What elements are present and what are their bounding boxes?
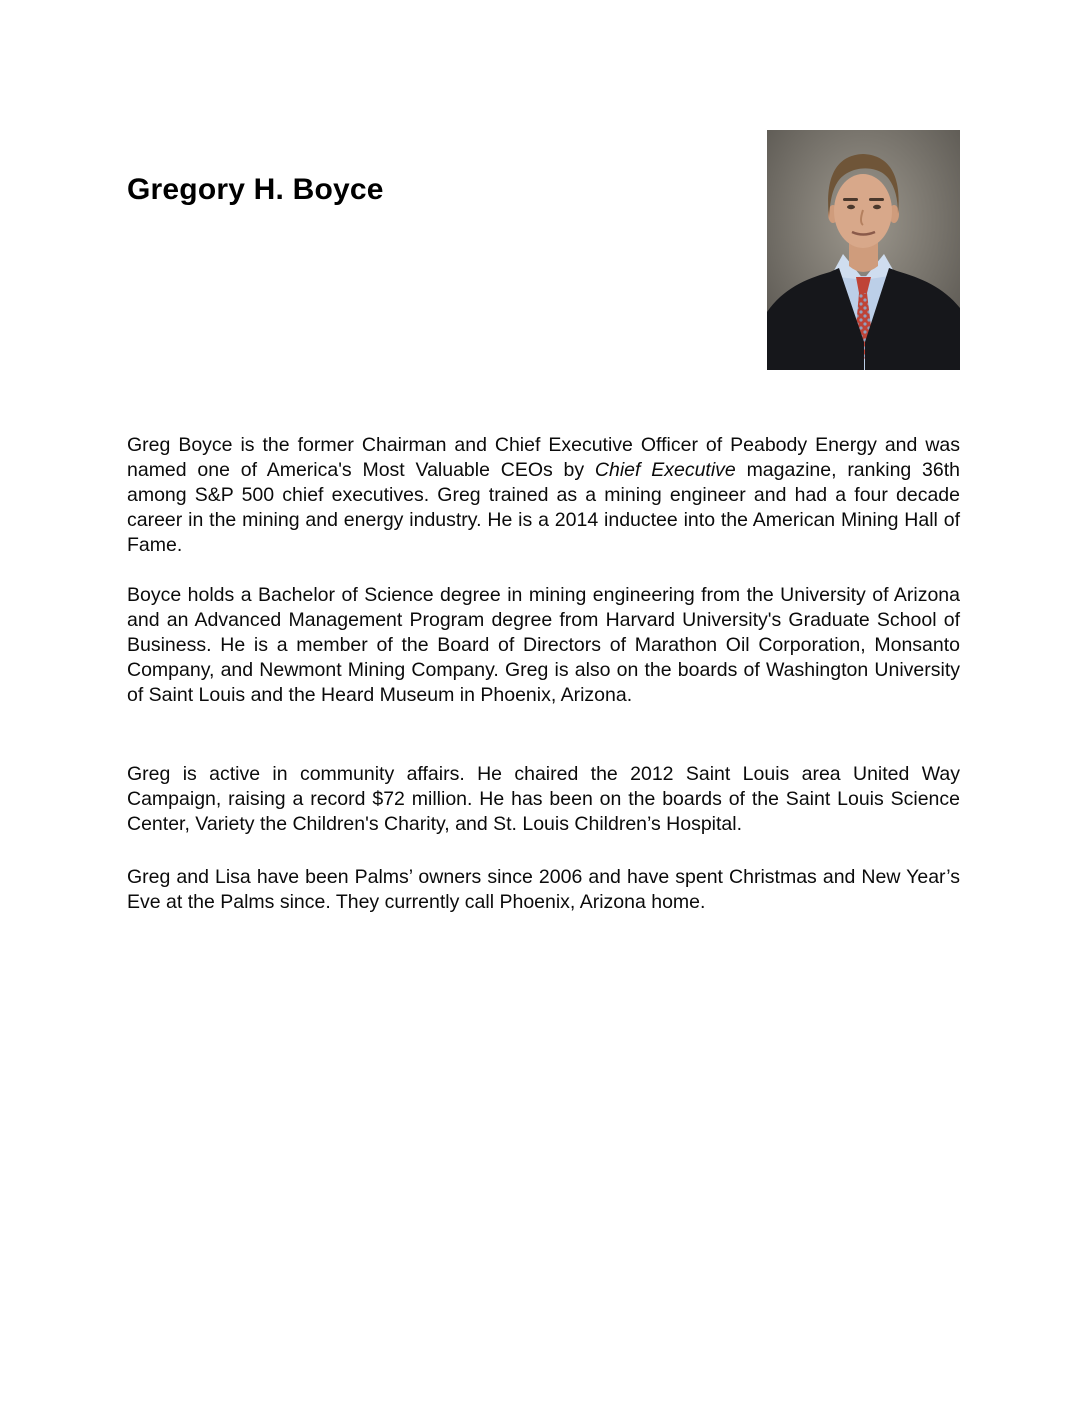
bio-paragraph-1 [127, 433, 960, 558]
bio-paragraph-3: Greg is active in community affairs. He chaired the 2012 Saint Louis area United Way Campaign, raising a record $72 million. He has been on the boards of the Saint Louis Science Center, Variety the Children's Charity, and St. Louis Children’s Hospital. [127, 763, 960, 835]
eyebrow-right [869, 198, 884, 201]
portrait-illustration [767, 130, 960, 370]
bio-paragraph-2: Boyce holds a Bachelor of Science degree in mining engineering from the University of Arizona and an Advanced Management Program degree from Harvard University's Graduate School of Business. He is a member of the Board of Directors of Marathon Oil Corporation, Monsanto Company, and Newmont Mining Company. Greg is also on the boards of Washington University of Saint Louis and the Heard Museum in Phoenix, Arizona. [127, 584, 960, 706]
eyebrow-left [843, 198, 858, 201]
magazine-name-italic: Chief Executive [594, 459, 736, 481]
page-title: Gregory H. Boyce [127, 173, 384, 206]
bio-paragraph-4: Greg and Lisa have been Palms’ owners since 2006 and have spent Christmas and New Year’s Eve at the Palms since. They currently call Phoenix, Arizona home. [127, 866, 960, 913]
portrait-photo [767, 130, 960, 370]
eye-left [847, 205, 855, 209]
eye-right [873, 205, 881, 209]
bio-paragraph-1-text-continued: magazine, ranking 36th among S&P 500 chief executives. Greg trained as a mining engineer and had a four decade career in the mining and energy industry. He is a 2014 inductee into the American Mining Hall of Fame. [127, 459, 961, 556]
bio-paragraph-1-text: Greg Boyce is the former Chairman and Chief Executive Officer of Peabody Energy and was named one of America's Most Valuable CEOs by [127, 434, 960, 481]
